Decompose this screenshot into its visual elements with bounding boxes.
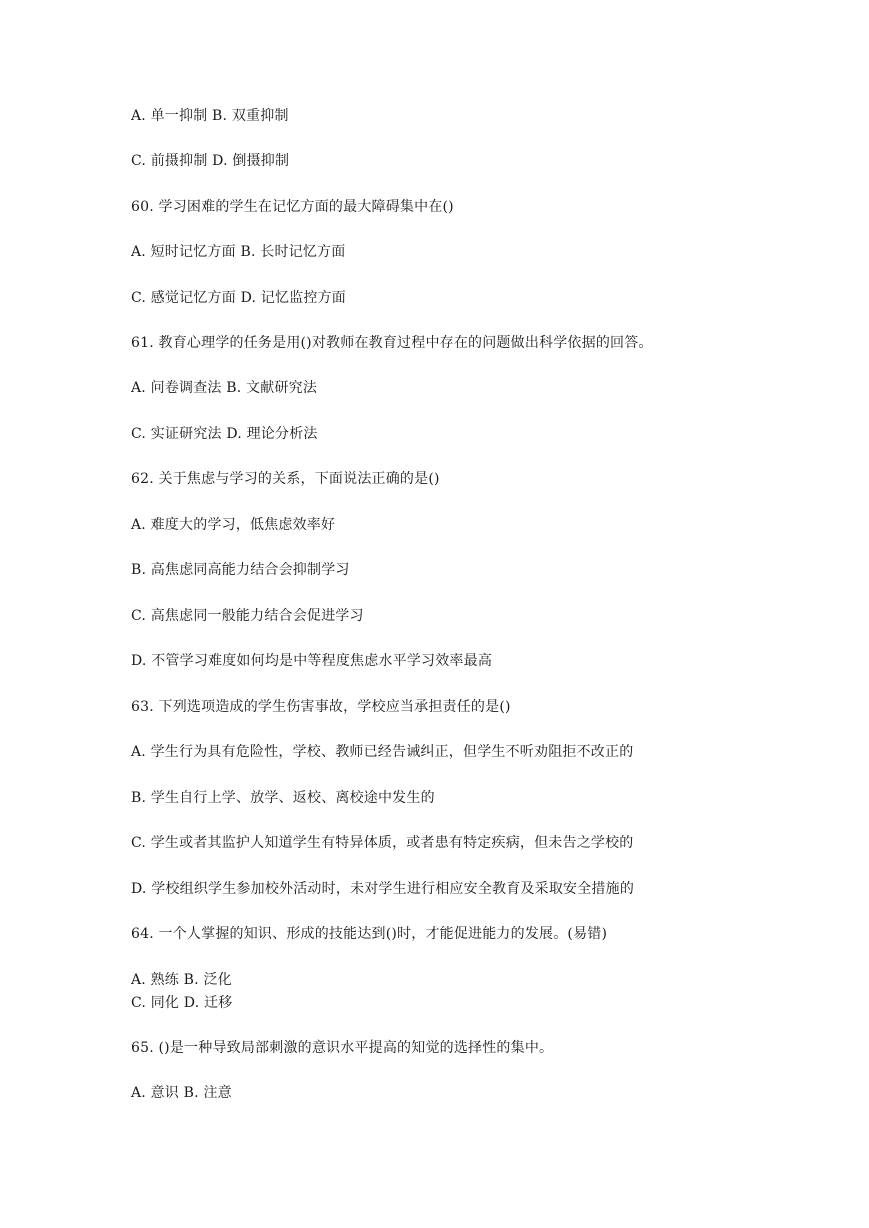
q65-question: 65. ()是一种导致局部刺激的意识水平提高的知觉的选择性的集中。 <box>131 1040 554 1056</box>
q61-question: 61. 教育心理学的任务是用()对教师在教育过程中存在的问题做出科学依据的回答。 <box>131 335 653 351</box>
q60-options-ab: A. 短时记忆方面 B. 长时记忆方面 <box>131 244 346 260</box>
q59-options-cd: C. 前摄抑制 D. 倒摄抑制 <box>131 153 290 169</box>
q64-options-ab: A. 熟练 B. 泛化 <box>131 972 232 988</box>
q60-question: 60. 学习困难的学生在记忆方面的最大障碍集中在() <box>131 199 454 215</box>
q62-option-c: C. 高焦虑同一般能力结合会促进学习 <box>131 608 364 624</box>
q62-question: 62. 关于焦虑与学习的关系，下面说法正确的是() <box>131 471 440 487</box>
q62-option-d: D. 不管学习难度如何均是中等程度焦虑水平学习效率最高 <box>131 653 493 669</box>
q65-options-ab: A. 意识 B. 注意 <box>131 1085 232 1101</box>
q63-option-b: B. 学生自行上学、放学、返校、离校途中发生的 <box>131 790 435 806</box>
q62-option-b: B. 高焦虑同高能力结合会抑制学习 <box>131 562 350 578</box>
q63-option-c: C. 学生或者其监护人知道学生有特异体质，或者患有特定疾病，但未告之学校的 <box>131 835 634 851</box>
q61-options-ab: A. 问卷调查法 B. 文献研究法 <box>131 380 318 396</box>
q64-question: 64. 一个人掌握的知识、形成的技能达到()时，才能促进能力的发展。(易错) <box>131 926 608 942</box>
q61-options-cd: C. 实证研究法 D. 理论分析法 <box>131 426 318 442</box>
q63-question: 63. 下列选项造成的学生伤害事故，学校应当承担责任的是() <box>131 699 511 715</box>
q59-options-ab: A. 单一抑制 B. 双重抑制 <box>131 108 289 124</box>
q62-option-a: A. 难度大的学习，低焦虑效率好 <box>131 517 336 533</box>
q64-options-cd: C. 同化 D. 迁移 <box>131 995 233 1011</box>
q63-option-d: D. 学校组织学生参加校外活动时，未对学生进行相应安全教育及采取安全措施的 <box>131 881 635 897</box>
q63-option-a: A. 学生行为具有危险性，学校、教师已经告诫纠正，但学生不听劝阻拒不改正的 <box>131 744 634 760</box>
q60-options-cd: C. 感觉记忆方面 D. 记忆监控方面 <box>131 290 346 306</box>
